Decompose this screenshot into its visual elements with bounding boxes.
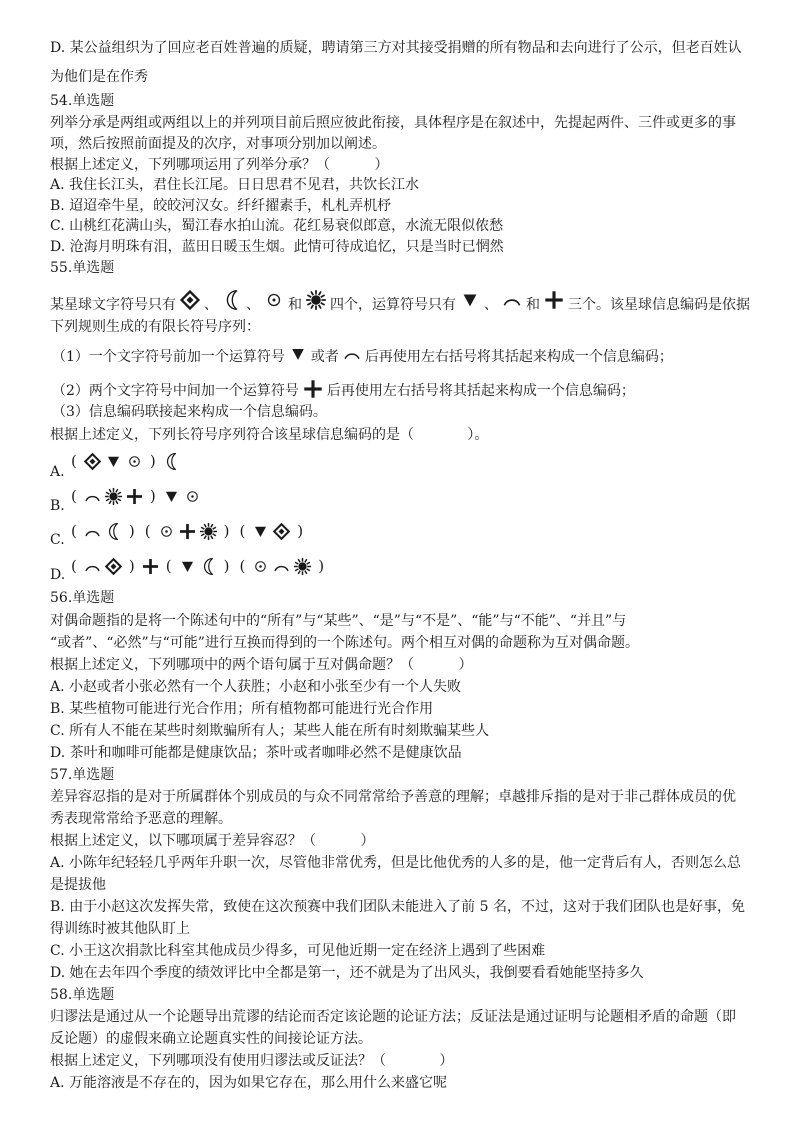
segment-text: 后再使用左右括号将其括起来构成一个信息编码；: [364, 349, 673, 365]
plus-icon: [302, 378, 324, 400]
plus-icon: [178, 522, 197, 541]
option-b: B. 某些植物可能进行光合作用；所有植物都可能进行光合作用: [50, 701, 434, 717]
segment-text: 和: [288, 297, 302, 313]
sun-icon: [104, 487, 123, 506]
question-header: 56.单选题: [50, 590, 115, 606]
option-b-continuation: 得训练时被其他队盯上: [50, 921, 190, 937]
segment-text: 、: [204, 297, 218, 313]
segment-text: 三个。该星球信息编码是依据: [568, 297, 750, 313]
down-triangle-icon: [459, 289, 481, 311]
option-d: D. 沧海月明珠有泪，蓝田日暖玉生烟。此情可待成追忆，只是当时已惘然: [50, 239, 504, 255]
question-stem-line: 列举分承是两组或两组以上的并列项目前后照应彼此衔接，具体程序是在叙述中，先提起两件、三件或更多的事: [50, 115, 736, 131]
parenthesis: (: [144, 522, 151, 540]
sun-icon: [199, 522, 218, 541]
option-label: C.: [50, 532, 65, 548]
crescent-moon-icon: [162, 452, 181, 471]
option-a: A. 我住长江头，君住长江尾。日日思君不见君，共饮长江水: [50, 177, 420, 193]
question-stem-line: 下列规则生成的有限长符号序列：: [50, 319, 260, 335]
arc-icon: [83, 522, 102, 541]
option-c: C. 所有人不能在某些时刻欺骗所有人；某些人能在所有时刻欺骗某些人: [50, 723, 490, 739]
option-label: D.: [50, 567, 66, 583]
segment-text: （1）一个文字符号前加一个运算符号: [52, 349, 285, 365]
circle-dot-icon: [157, 522, 176, 541]
option-label: A.: [50, 464, 65, 480]
diamond-icon: [272, 522, 291, 541]
crescent-moon-icon: [104, 522, 123, 541]
question-prompt: 根据上述定义，下列哪项没有使用归谬法或反证法？（ ）: [50, 1053, 454, 1069]
parenthesis: (: [71, 452, 77, 470]
arc-icon: [501, 289, 523, 311]
parenthesis: (: [165, 557, 172, 575]
option-a: A. 万能溶液是不存在的，因为如果它存在，那么用什么来盛它呢: [50, 1075, 448, 1091]
option-c: C. 山桃红花满山头，蜀江春水拍山流。花红易衰似郎意，水流无限似侬愁: [50, 218, 504, 234]
parenthesis: (: [71, 522, 77, 540]
diamond-icon: [104, 557, 123, 576]
question-prompt: 根据上述定义，下列长符号序列符合该星球信息编码的是（ ）。: [50, 427, 489, 443]
parenthesis: (: [71, 557, 77, 575]
segment-text: 后再使用左右括号将其括起来构成一个信息编码；: [326, 383, 635, 399]
plus-icon: [543, 289, 565, 311]
question-stem-line: 项，然后按照前面提及的次序，对事项分别加以阐述。: [50, 136, 386, 152]
option-d-line: 为他们是在作秀: [50, 69, 148, 85]
parenthesis: ): [149, 487, 156, 505]
option-d: D. 她在去年四个季度的绩效评比中全都是第一，还不就是为了出风头，我倒要看看她能坚持多久: [50, 965, 644, 981]
circle-dot-icon: [125, 452, 144, 471]
circle-dot-icon: [251, 557, 270, 576]
parenthesis: (: [239, 522, 246, 540]
down-triangle-icon: [162, 487, 181, 506]
parenthesis: ): [318, 557, 325, 575]
symbol-sequence: [66, 449, 182, 473]
down-triangle-icon: [288, 344, 308, 364]
sun-icon: [293, 557, 312, 576]
option-b: B. 迢迢牵牛星，皎皎河汉女。纤纤擢素手，札札弄机杼: [50, 198, 392, 214]
symbol-sequence: [66, 484, 203, 508]
question-stem-line: 反论题）的虚假来确立论题真实性的间接论证方法。: [50, 1031, 372, 1047]
question-prompt: 根据上述定义，下列哪项运用了列举分承？（ ）: [50, 157, 389, 173]
option-a-continuation: 是提拔他: [50, 877, 106, 893]
rule-2-line: [52, 378, 635, 401]
crescent-moon-icon: [199, 557, 218, 576]
parenthesis: ): [128, 522, 135, 540]
sun-icon: [305, 289, 327, 311]
segment-text: 四个，运算符号只有: [330, 297, 456, 313]
question-header: 55.单选题: [50, 260, 115, 276]
diamond-icon: [179, 289, 201, 311]
parenthesis: ): [297, 522, 304, 540]
option-b: B. 由于小赵这次发挥失常，致使在这次预赛中我们团队未能进入了前 5 名，不过，这对于我们团队也是好事，免: [50, 899, 745, 915]
option-d: D. 茶叶和咖啡可能都是健康饮品；茶叶或者咖啡必然不是健康饮品: [50, 745, 462, 761]
segment-text: 、: [484, 297, 498, 313]
segment-text: 和: [526, 297, 540, 313]
parenthesis: ): [223, 522, 230, 540]
parenthesis: ): [149, 452, 156, 470]
segment-text: 或者: [310, 349, 339, 365]
down-triangle-icon: [104, 452, 123, 471]
question-stem-line: 对偶命题指的是将一个陈述句中的“所有”与“某些”、“是”与“不是”、“能”与“不能”、“并且”与: [50, 613, 627, 629]
option-d-line: D. 某公益组织为了回应老百姓普遍的质疑，聘请第三方对其接受捐赠的所有物品和去向进行了公示，但老百姓认: [50, 40, 742, 56]
symbol-sequence: [66, 519, 308, 543]
circle-dot-icon: [183, 487, 202, 506]
parenthesis: (: [71, 487, 77, 505]
arc-icon: [83, 557, 102, 576]
arc-icon: [272, 557, 291, 576]
question-header: 57.单选题: [50, 767, 115, 783]
down-triangle-icon: [178, 557, 197, 576]
diamond-icon: [83, 452, 102, 471]
segment-text: 某星球文字符号只有: [50, 297, 176, 313]
option-label: B.: [50, 498, 65, 514]
symbol-definition-line: [50, 289, 750, 315]
question-stem-line: 归谬法是通过从一个论题导出荒谬的结论而否定该论题的论证方法；反证法是通过证明与论题相矛盾的命题（即: [50, 1009, 736, 1025]
crescent-moon-icon: [221, 289, 243, 311]
segment-text: 、: [246, 297, 260, 313]
plus-icon: [125, 487, 144, 506]
parenthesis: ): [128, 557, 135, 575]
rule-1-line: [52, 344, 673, 367]
question-stem-line: “或者”、“必然”与“可能”进行互换而得到的一个陈述句。两个相互对偶的命题称为互对偶命题。: [50, 635, 639, 651]
question-stem-line: 秀表现常常给予恶意的理解。: [50, 811, 232, 827]
segment-text: （2）两个文字符号中间加一个运算符号: [52, 383, 299, 399]
question-stem-line: 差异容忍指的是对于所属群体个别成员的与众不同常常给予善意的理解；卓越排斥指的是对于非己群体成员的优: [50, 789, 736, 805]
option-c: C. 小王这次捐款比科室其他成员少得多，可见他近期一定在经济上遇到了些困难: [50, 943, 546, 959]
arc-icon: [342, 344, 362, 364]
question-prompt: 根据上述定义，下列哪项中的两个语句属于互对偶命题？（ ）: [50, 657, 473, 673]
parenthesis: (: [239, 557, 246, 575]
symbol-sequence: [66, 554, 329, 578]
option-a: A. 小赵或者小张必然有一个人获胜；小赵和小张至少有一个人失败: [50, 679, 462, 695]
question-header: 54.单选题: [50, 93, 115, 109]
rule-3-line: （3）信息编码联接起来构成一个信息编码。: [52, 404, 327, 420]
option-a: A. 小陈年纪轻轻几乎两年升职一次，尽管他非常优秀，但是比他优秀的人多的是，他一定背后有人，否则怎么总: [50, 855, 742, 871]
arc-icon: [83, 487, 102, 506]
question-prompt: 根据上述定义，以下哪项属于差异容忍？（ ）: [50, 833, 375, 849]
circle-dot-icon: [263, 289, 285, 311]
parenthesis: ): [223, 557, 230, 575]
down-triangle-icon: [251, 522, 270, 541]
question-header: 58.单选题: [50, 987, 115, 1003]
plus-icon: [141, 557, 160, 576]
